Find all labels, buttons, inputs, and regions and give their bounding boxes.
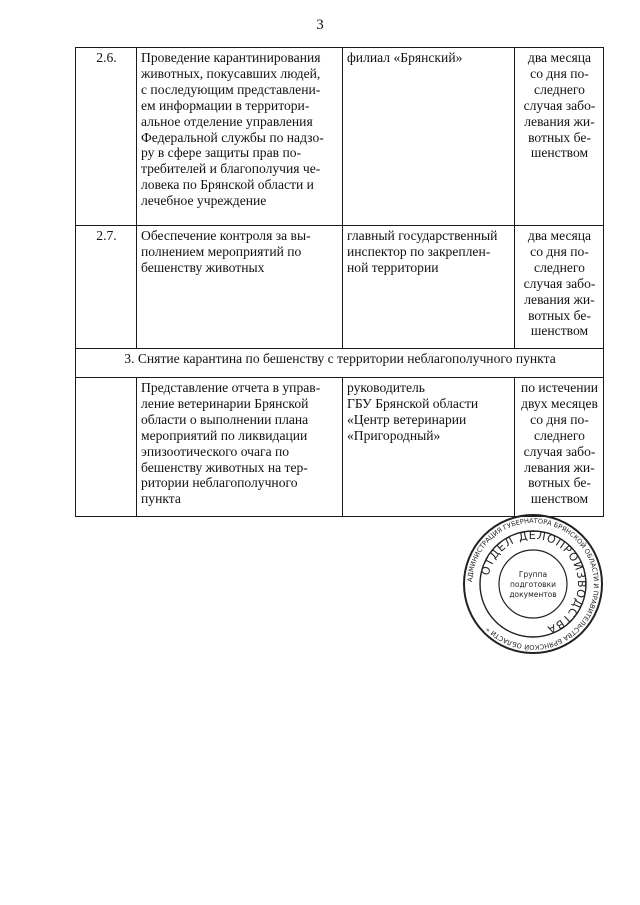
plan-table xyxy=(75,47,604,517)
term-line: вотных бе- xyxy=(528,307,591,323)
action-line: альное отделение управления xyxy=(141,113,313,129)
term-line: следнего xyxy=(534,427,585,443)
table-row xyxy=(76,226,604,349)
action-line: требителей и благополучия че- xyxy=(141,161,321,177)
term-line: со дня по- xyxy=(530,243,589,259)
term-cell xyxy=(515,378,604,517)
term-line: двух месяцев xyxy=(521,395,598,411)
executor-line: ГБУ Брянской области xyxy=(347,395,479,411)
stamp-inner-text: ОТДЕЛ ДЕЛОПРОИЗВОДСТВА xyxy=(478,528,589,637)
action-line: эпизоотического очага по xyxy=(141,443,290,459)
stamp-center-line: Группа xyxy=(518,570,548,579)
action-cell xyxy=(137,226,343,349)
row-number: 2.7. xyxy=(76,226,137,349)
term-line: со дня по- xyxy=(530,65,589,81)
table-row xyxy=(76,378,604,517)
term-line: случая забо- xyxy=(523,443,596,459)
term-line: левания жи- xyxy=(524,459,595,475)
action-line: мероприятий по ликвидации xyxy=(141,427,308,443)
row-number: 2.6. xyxy=(76,48,137,226)
action-line: ем информации в территори- xyxy=(141,97,310,113)
action-line: бешенству животных xyxy=(141,259,265,275)
section-heading: 3. Снятие карантина по бешенству с территории неблагополучного пункта xyxy=(76,349,604,378)
action-cell xyxy=(137,48,343,226)
stamp-center-line: подготовки xyxy=(510,580,556,589)
term-line: шенством xyxy=(530,323,589,339)
term-line: вотных бе- xyxy=(528,475,591,491)
action-line: лечебное учреждение xyxy=(141,193,267,209)
term-line: вотных бе- xyxy=(528,129,591,145)
action-line: ление ветеринарии Брянской xyxy=(141,395,309,411)
term-line: случая забо- xyxy=(523,97,596,113)
action-line: бешенству животных на тер- xyxy=(141,459,308,475)
action-line: Федеральной службы по надзо- xyxy=(141,129,324,145)
section-row xyxy=(76,349,604,378)
executor-cell xyxy=(343,378,515,517)
executor-line: «Пригородный» xyxy=(347,427,441,443)
action-line: Представление отчета в управ- xyxy=(141,380,321,395)
executor-cell xyxy=(343,226,515,349)
term-line: два месяца xyxy=(527,50,592,65)
term-line: по истечении xyxy=(520,380,599,395)
table-row xyxy=(76,48,604,226)
term-line: следнего xyxy=(534,81,585,97)
executor-line: «Центр ветеринарии xyxy=(347,411,467,427)
stamp-outer-text: АДМИНИСТРАЦИЯ ГУБЕРНАТОРА БРЯНСКОЙ ОБЛАСТИ И ПРАВИТЕЛЬСТВА БРЯНСКОЙ ОБЛАСТИ * xyxy=(466,516,601,652)
executor-line: главный государственный xyxy=(347,228,498,243)
action-line: Обеспечение контроля за вы- xyxy=(141,228,311,243)
action-line: пункта xyxy=(141,491,181,507)
action-line: ловека по Брянской области и xyxy=(141,177,314,193)
term-line: следнего xyxy=(534,259,585,275)
executor-line: филиал «Брянский» xyxy=(347,50,463,65)
action-line: с последующим представлени- xyxy=(141,81,321,97)
term-cell xyxy=(515,48,604,226)
term-line: шенством xyxy=(530,491,589,507)
term-cell xyxy=(515,226,604,349)
executor-line: руководитель xyxy=(347,380,426,395)
row-number xyxy=(76,378,137,517)
action-line: полнением мероприятий по xyxy=(141,243,302,259)
term-line: левания жи- xyxy=(524,113,595,129)
office-stamp xyxy=(462,513,604,655)
term-line: случая забо- xyxy=(523,275,596,291)
action-line: ру в сфере защиты прав по- xyxy=(141,145,302,161)
executor-line: ной территории xyxy=(347,259,439,275)
action-line: области о выполнении плана xyxy=(141,411,309,427)
executor-line: инспектор по закреплен- xyxy=(347,243,491,259)
action-cell xyxy=(137,378,343,517)
term-line: шенством xyxy=(530,145,589,161)
term-line: левания жи- xyxy=(524,291,595,307)
page-number: 3 xyxy=(316,17,324,33)
term-line: два месяца xyxy=(527,228,592,243)
term-line: со дня по- xyxy=(530,411,589,427)
action-line: ритории неблагополучного xyxy=(141,475,298,491)
action-line: Проведение карантинирования xyxy=(141,50,321,65)
executor-cell xyxy=(343,48,515,226)
action-line: животных, покусавших людей, xyxy=(141,65,321,81)
stamp-center-line: документов xyxy=(509,590,557,599)
